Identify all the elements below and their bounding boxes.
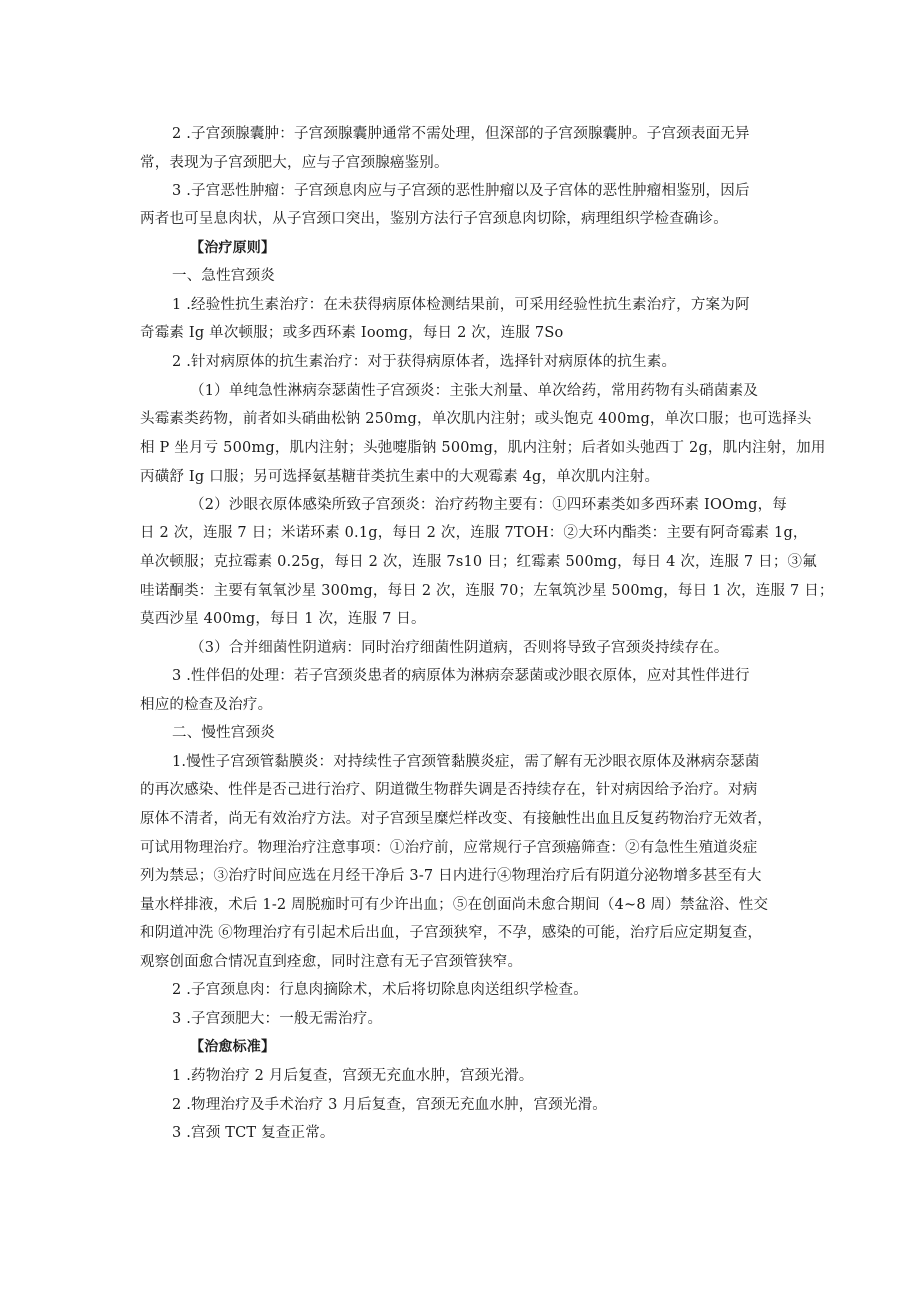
paragraph-line: 哇诺酮类：主要有氧氧沙星 300mg，每日 2 次，连服 70；左氧筑沙星 500mg，每日 1 次，连服 7 日；	[140, 583, 834, 599]
section-heading-cure-criteria: 【治愈标准】	[190, 1039, 276, 1055]
subsection-title: 二、慢性宫颈炎	[172, 725, 275, 741]
paragraph-line: 奇霉素 Ig 单次顿服；或多西环素 Ioomg，每日 2 次，连服 7So	[140, 325, 564, 341]
paragraph-line: 量水样排液，术后 1-2 周脱痂时可有少许出血；⑤在创面尚未愈合期间（4~8 周）禁盆浴、性交	[140, 897, 769, 913]
paragraph-line: 头霉素类药物，前者如头硝曲松钠 250mg，单次肌内注射；或头饱克 400mg，单次口服；也可选择头	[140, 411, 812, 427]
paragraph-line: 列为禁忌；③治疗时间应选在月经干净后 3-7 日内进行④物理治疗后有阴道分泌物增多甚至有大	[140, 868, 762, 884]
paragraph-line: 2 .物理治疗及手术治疗 3 月后复查，宫颈无充血水肿，宫颈光滑。	[172, 1097, 607, 1113]
paragraph-line: （3）合并细菌性阴道病：同时治疗细菌性阴道病，否则将导致子宫颈炎持续存在。	[190, 640, 729, 656]
paragraph-line: 2 .子宫颈息肉：行息肉摘除术，术后将切除息肉送组织学检查。	[172, 982, 588, 998]
paragraph-line: 日 2 次，连服 7 日；米诺环素 0.1g，每日 2 次，连服 7TOH：②大环内酯类：主要有阿奇霉素 1g，	[140, 525, 808, 541]
paragraph-line: 的再次感染、性伴是否己进行治疗、阴道微生物群失调是否持续存在，针对病因给予治疗。对病	[140, 782, 758, 798]
paragraph-line: 单次顿服；克拉霉素 0.25g，每日 2 次，连服 7s10 日；红霉素 500mg，每日 4 次，连服 7 日；③氟	[140, 554, 817, 570]
paragraph-line: 观察创面愈合情况直到痊愈，同时注意有无子宫颈管狭窄。	[140, 954, 523, 970]
paragraph-line: 3 .子宫恶性肿瘤：子宫颈息肉应与子宫颈的恶性肿瘤以及子宫体的恶性肿瘤相鉴别，因后	[172, 183, 750, 199]
paragraph-line: 3 .性伴侣的处理：若子宫颈炎患者的病原体为淋病奈瑟菌或沙眼衣原体，应对其性伴进行	[172, 668, 750, 684]
subsection-title: 一、急性宫颈炎	[172, 268, 275, 284]
paragraph-line: 1.慢性子宫颈管黏膜炎：对持续性子宫颈管黏膜炎症，需了解有无沙眼衣原体及淋病奈瑟菌	[172, 754, 760, 770]
paragraph-line: 1 .经验性抗生素治疗：在未获得病原体检测结果前，可采用经验性抗生素治疗，方案为阿	[172, 297, 750, 313]
paragraph-line: 可试用物理治疗。物理治疗注意事项：①治疗前，应常规行子宫颈癌筛查：②有急性生殖道炎症	[140, 840, 758, 856]
paragraph-line: 3 .宫颈 TCT 复查正常。	[172, 1125, 335, 1141]
paragraph-line: 2 .子宫颈腺囊肿：子宫颈腺囊肿通常不需处理，但深部的子宫颈腺囊肿。子宫颈表面无异	[172, 126, 750, 142]
paragraph-line: 相应的检查及治疗。	[140, 697, 273, 713]
paragraph-line: 常，表现为子宫颈肥大，应与子宫颈腺癌鉴别。	[140, 155, 449, 171]
paragraph-line: 原体不清者，尚无有效治疗方法。对子宫颈呈糜烂样改变、有接触性出血且反复药物治疗无效者，	[140, 811, 773, 827]
paragraph-line: 3 .子宫颈肥大：一般无需治疗。	[172, 1011, 383, 1027]
paragraph-line: （1）单纯急性淋病奈瑟菌性子宫颈炎：主张大剂量、单次给药，常用药物有头硝菌素及	[190, 383, 759, 399]
paragraph-line: 两者也可呈息肉状，从子宫颈口突出，鉴别方法行子宫颈息肉切除，病理组织学检查确诊。	[140, 211, 728, 227]
paragraph-line: 和阴道冲洗 ⑥物理治疗有引起术后出血，子宫颈狭窄，不孕，感染的可能，治疗后应定期复查，	[140, 925, 763, 941]
paragraph-line: 2 .针对病原体的抗生素治疗：对于获得病原体者，选择针对病原体的抗生素。	[172, 354, 677, 370]
section-heading-treatment: 【治疗原则】	[190, 240, 276, 256]
paragraph-line: 丙磺舒 Ig 口服；另可选择氨基糖苷类抗生素中的大观霉素 4g，单次肌内注射。	[140, 469, 660, 485]
paragraph-line: （2）沙眼衣原体感染所致子宫颈炎：治疗药物主要有：①四环素类如多西环素 IOOmg，每	[190, 497, 787, 513]
paragraph-line: 相 P 坐月亏 500mg，肌内注射；头弛嚏脂钠 500mg，肌内注射；后者如头弛西丁 2g，肌内注射，加用	[140, 440, 826, 456]
paragraph-line: 莫西沙星 400mg，每日 1 次，连服 7 日。	[140, 611, 426, 627]
paragraph-line: 1 .药物治疗 2 月后复查，宫颈无充血水肿，宫颈光滑。	[172, 1068, 534, 1084]
